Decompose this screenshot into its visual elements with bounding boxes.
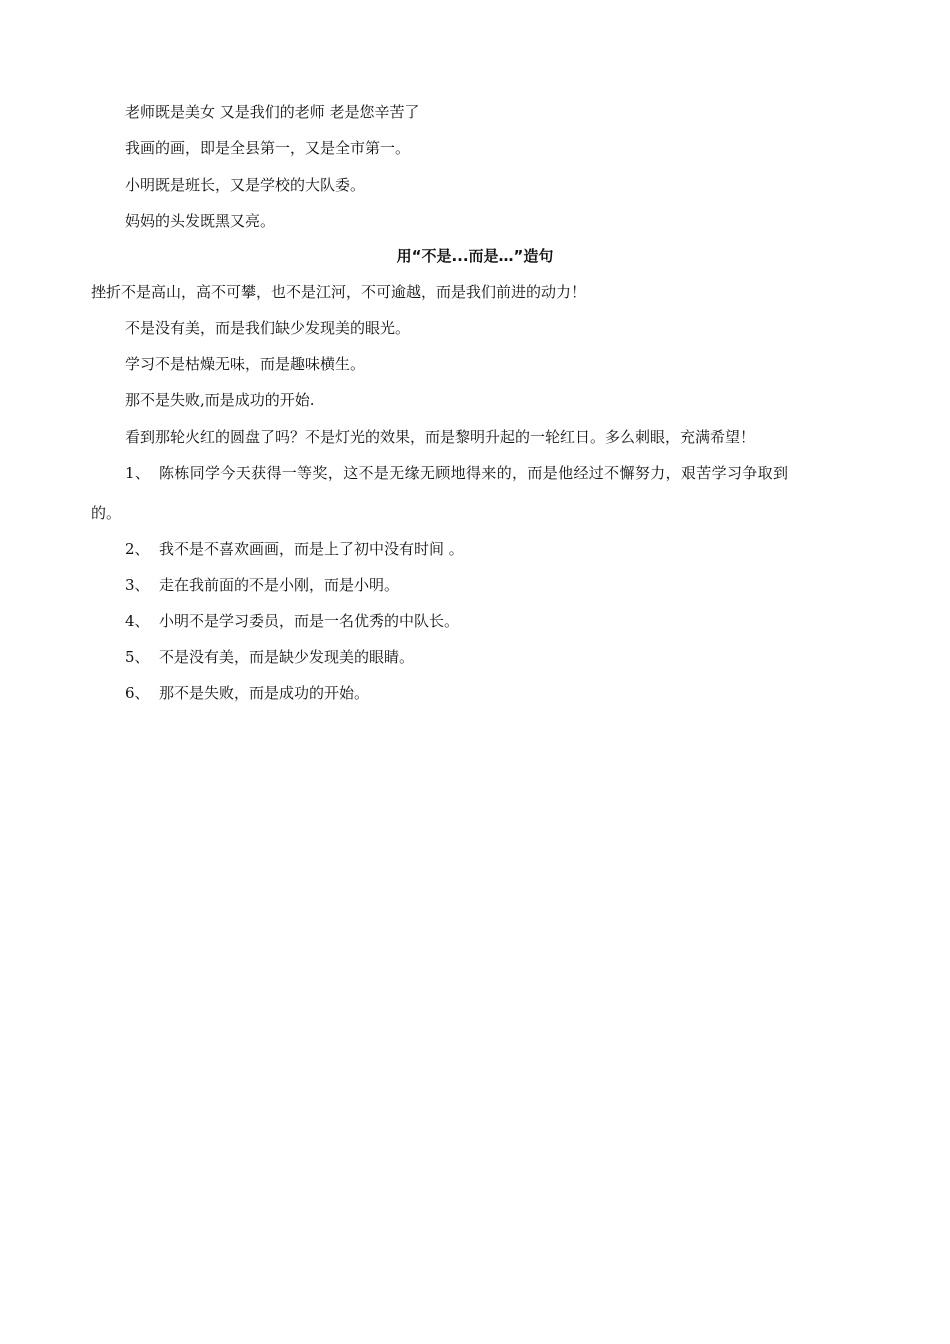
sentence-line: 我画的画，即是全县第一，又是全市第一。 [125,139,411,157]
item-text: 不是没有美，而是缺少发现美的眼睛。 [159,648,415,666]
item-number: 2、 [125,540,150,558]
sentence-line: 学习不是枯燥无味，而是趣味横生。 [125,355,366,373]
item-text: 小明不是学习委员，而是一名优秀的中队长。 [159,612,460,630]
sentence-line: 老师既是美女 又是我们的老师 老是您辛苦了 [125,103,420,121]
item-text: 那不是失败，而是成功的开始。 [159,684,370,702]
item-number: 3、 [125,576,150,594]
numbered-item [125,683,369,703]
numbered-item [125,647,414,667]
item-number: 1、 [125,464,151,482]
numbered-item [125,575,399,595]
item-text: 走在我前面的不是小刚，而是小明。 [159,576,400,594]
sentence-line: 那不是失败,而是成功的开始. [125,391,315,409]
item-continuation: 的。 [91,504,122,522]
numbered-item [125,463,788,483]
item-number: 6、 [125,684,150,702]
item-text: 我不是不喜欢画画，而是上了初中没有时间 。 [159,540,464,558]
sentence-line: 看到那轮火红的圆盘了吗？不是灯光的效果，而是黎明升起的一轮红日。多么刺眼，充满希望！ [125,428,756,446]
section-heading: 用“不是...而是…”造句 [396,247,554,265]
sentence-line: 小明既是班长，又是学校的大队委。 [125,176,366,194]
numbered-item [125,539,464,559]
item-text: 陈栋同学今天获得一等奖，这不是无缘无顾地得来的，而是他经过不懈努力，艰苦学习争取到 [159,464,789,482]
numbered-item [125,611,459,631]
sentence-line: 妈妈的头发既黑又亮。 [125,212,276,230]
item-number: 4、 [125,612,150,630]
item-number: 5、 [125,648,150,666]
sentence-line: 不是没有美，而是我们缺少发现美的眼光。 [125,319,411,337]
lead-sentence: 挫折不是高山，高不可攀，也不是江河，不可逾越，而是我们前进的动力！ [91,283,587,301]
